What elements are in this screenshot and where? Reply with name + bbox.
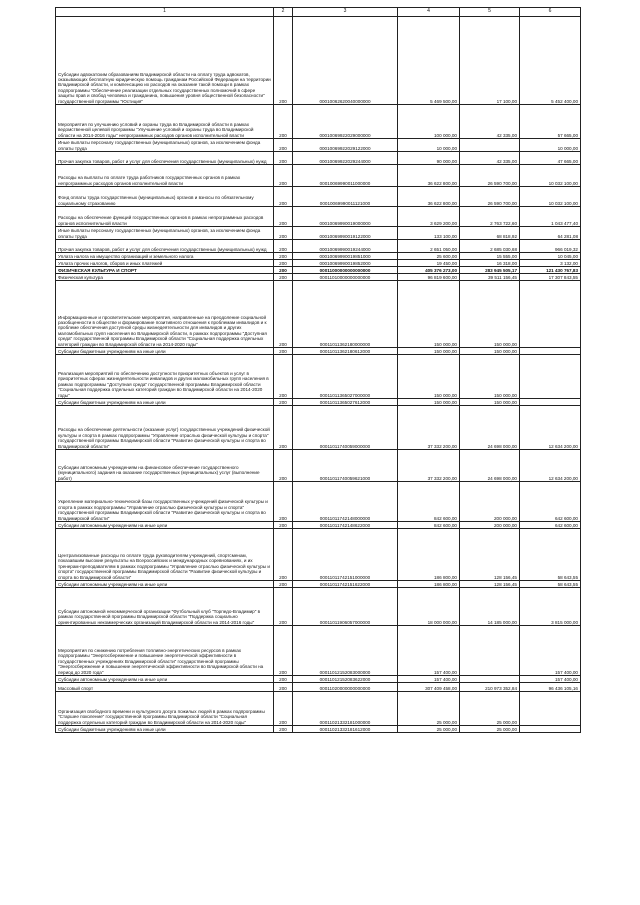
row-code-cell: 200 <box>274 355 293 399</box>
budget-classification-code-cell: 00010069990011000000 <box>293 165 398 187</box>
executed-amount-cell: 24 698 000,00 <box>460 450 520 482</box>
executed-amount-cell: 283 945 505,17 <box>460 267 520 274</box>
unexecuted-amount-cell: 57 665,00 <box>520 105 581 139</box>
approved-amount-cell: 405 376 273,00 <box>398 267 460 274</box>
row-code-cell: 200 <box>274 348 293 355</box>
approved-amount-cell: 18 000 000,00 <box>398 588 460 626</box>
executed-amount-cell: 39 511 156,45 <box>460 274 520 281</box>
executed-amount-cell: 150 000,00 <box>460 281 520 348</box>
executed-amount-cell: 42 335,00 <box>460 105 520 139</box>
table-row <box>56 399 581 406</box>
row-name-cell: Мероприятия по улучшению условий и охраны труда во Владимирской области в рамках ведомственной целевой программы "Улучшение условий и охраны труда во Владимирской области на 2014-2016 годы" непрограммных расходов органов исполнительной власти <box>56 105 274 139</box>
table-row <box>56 581 581 588</box>
unexecuted-amount-cell <box>520 726 581 733</box>
row-name-cell: Иные выплаты персоналу государственных (муниципальных) органов, за исключением фонда оплаты труда <box>56 227 274 240</box>
executed-amount-cell: 68 818,92 <box>460 227 520 240</box>
table-row <box>56 676 581 683</box>
header-cell: 1 <box>56 8 274 17</box>
budget-classification-code-cell: 00011011742151000000 <box>293 529 398 581</box>
unexecuted-amount-cell: 10 045,00 <box>520 253 581 260</box>
approved-amount-cell: 36 622 800,00 <box>398 187 460 207</box>
budget-classification-code-cell: 00010069990019244000 <box>293 240 398 253</box>
row-code-cell: 200 <box>274 626 293 676</box>
executed-amount-cell <box>460 676 520 683</box>
approved-amount-cell: 133 100,00 <box>398 227 460 240</box>
unexecuted-amount-cell: 642 600,00 <box>520 482 581 522</box>
row-name-cell: Субсидии автономным учреждениям на иные цели <box>56 522 274 529</box>
row-name-cell: Массовый спорт <box>56 683 274 692</box>
unexecuted-amount-cell <box>520 399 581 406</box>
unexecuted-amount-cell: 12 634 200,00 <box>520 450 581 482</box>
executed-amount-cell: 25 000,00 <box>460 692 520 726</box>
header-cell: 4 <box>398 8 460 17</box>
executed-amount-cell: 210 973 352,84 <box>460 683 520 692</box>
table-row <box>56 626 581 676</box>
unexecuted-amount-cell: 17 307 843,55 <box>520 274 581 281</box>
budget-classification-code-cell: 00010062620040000000 <box>293 17 398 105</box>
row-code-cell: 200 <box>274 227 293 240</box>
budget-report-sheet <box>55 7 580 733</box>
unexecuted-amount-cell: 96 436 105,16 <box>520 683 581 692</box>
approved-amount-cell: 2 651 050,00 <box>398 240 460 253</box>
budget-table <box>55 7 581 733</box>
table-row <box>56 17 581 105</box>
approved-amount-cell: 842 600,00 <box>398 482 460 522</box>
executed-amount-cell: 2 685 030,68 <box>460 240 520 253</box>
row-code-cell: 200 <box>274 726 293 733</box>
executed-amount-cell: 15 555,00 <box>460 253 520 260</box>
row-code-cell: 200 <box>274 588 293 626</box>
row-code-cell: 200 <box>274 482 293 522</box>
approved-amount-cell: 157 400,00 <box>398 626 460 676</box>
table-row <box>56 240 581 253</box>
table-row <box>56 529 581 581</box>
table-row <box>56 152 581 165</box>
header-cell: 5 <box>460 8 520 17</box>
unexecuted-amount-cell: 966 019,32 <box>520 240 581 253</box>
row-code-cell: 200 <box>274 529 293 581</box>
approved-amount-cell: 90 000,00 <box>398 152 460 165</box>
table-row <box>56 207 581 227</box>
executed-amount-cell: 200 000,00 <box>460 482 520 522</box>
row-name-cell: Субсидии бюджетным учреждениям на иные цели <box>56 726 274 733</box>
budget-classification-code-cell: 00011011365027612000 <box>293 399 398 406</box>
executed-amount-cell: 200 000,00 <box>460 522 520 529</box>
table-row <box>56 726 581 733</box>
unexecuted-amount-cell: 58 643,55 <box>520 581 581 588</box>
row-name-cell: Реализация мероприятий по обеспечению доступности приоритетных объектов и услуг в приоритетных сферах жизнедеятельности инвалидов и других маломобильных групп населения в рамках подпрограммы "Доступная среда" государственной программы Владимирской области "Социальная поддержка отдельных категорий граждан во Владимирской области на 2014-2020 годы" <box>56 355 274 399</box>
table-row <box>56 355 581 399</box>
unexecuted-amount-cell: 47 665,00 <box>520 152 581 165</box>
budget-classification-code-cell: 00011021332181000000 <box>293 692 398 726</box>
row-name-cell: Организация свободного времени и культурного досуга пожилых людей в рамках подпрограммы "Старшее поколение" государственной программы Владимирской области "Социальная поддержка отдельных категорий граждан во Владимирской области на 2014-2020 годы" <box>56 692 274 726</box>
budget-classification-code-cell: 00011021332181612000 <box>293 726 398 733</box>
approved-amount-cell: 37 332 200,00 <box>398 450 460 482</box>
unexecuted-amount-cell <box>520 355 581 399</box>
executed-amount-cell: 16 318,00 <box>460 260 520 267</box>
budget-classification-code-cell: 00010069990019000000 <box>293 207 398 227</box>
row-name-cell: Фонд оплаты труда государственных (муниципальных) органов и взносы по обязательному социальному страхованию <box>56 187 274 207</box>
table-row <box>56 267 581 274</box>
budget-classification-code-cell: 00010069990019851000 <box>293 253 398 260</box>
unexecuted-amount-cell <box>520 281 581 348</box>
table-row <box>56 227 581 240</box>
budget-classification-code-cell: 00011011362180000000 <box>293 281 398 348</box>
executed-amount-cell: 150 000,00 <box>460 348 520 355</box>
column-number-header-row <box>56 8 581 17</box>
row-code-cell: 200 <box>274 207 293 227</box>
executed-amount-cell: 150 000,00 <box>460 399 520 406</box>
executed-amount-cell: 128 156,45 <box>460 581 520 588</box>
approved-amount-cell: 150 000,00 <box>398 399 460 406</box>
budget-classification-code-cell: 00011012152083622000 <box>293 676 398 683</box>
table-row <box>56 187 581 207</box>
row-code-cell: 200 <box>274 187 293 207</box>
executed-amount-cell: 128 156,45 <box>460 529 520 581</box>
approved-amount-cell: 37 332 200,00 <box>398 406 460 450</box>
unexecuted-amount-cell: 1 043 477,40 <box>520 207 581 227</box>
table-row <box>56 105 581 139</box>
approved-amount-cell: 96 819 600,00 <box>398 274 460 281</box>
row-code-cell: 200 <box>274 406 293 450</box>
header-cell: 3 <box>293 8 398 17</box>
budget-classification-code-cell: 00011011742148622000 <box>293 522 398 529</box>
approved-amount-cell: 10 000,00 <box>398 139 460 152</box>
budget-classification-code-cell: 00011011742151622000 <box>293 581 398 588</box>
executed-amount-cell: 2 763 722,60 <box>460 207 520 227</box>
unexecuted-amount-cell: 642 600,00 <box>520 522 581 529</box>
approved-amount-cell: 186 800,00 <box>398 529 460 581</box>
row-name-cell: Субсидии бюджетным учреждениям на иные цели <box>56 399 274 406</box>
executed-amount-cell: 17 100,00 <box>460 17 520 105</box>
approved-amount-cell: 842 600,00 <box>398 522 460 529</box>
approved-amount-cell: 100 000,00 <box>398 105 460 139</box>
row-code-cell: 200 <box>274 152 293 165</box>
budget-classification-code-cell: 00011020000000000000 <box>293 683 398 692</box>
unexecuted-amount-cell: 3 132,00 <box>520 260 581 267</box>
row-name-cell: Субсидии бюджетным учреждениям на иные цели <box>56 348 274 355</box>
executed-amount-cell: 42 335,00 <box>460 152 520 165</box>
row-code-cell: 200 <box>274 281 293 348</box>
unexecuted-amount-cell: 10 000,00 <box>520 139 581 152</box>
approved-amount-cell: 307 409 458,00 <box>398 683 460 692</box>
row-name-cell: Расходы на выплаты по оплате труда работников государственных органов в рамках непрограммных расходов органов исполнительной власти <box>56 165 274 187</box>
row-code-cell: 200 <box>274 17 293 105</box>
row-name-cell: Мероприятия по снижению потребления топливно-энергетических ресурсов в рамках подпрограммы "Энергосбережение и повышение энергетической эффективности в государственных учреждениях Владимирской области" государственной программы "Энергосбережение и повышение энергетической эффективности во Владимирской области на период до 2020 года" <box>56 626 274 676</box>
row-code-cell: 200 <box>274 260 293 267</box>
unexecuted-amount-cell: 157 400,00 <box>520 626 581 676</box>
executed-amount-cell: 150 000,00 <box>460 355 520 399</box>
table-row <box>56 139 581 152</box>
budget-classification-code-cell: 00010069990011121000 <box>293 187 398 207</box>
budget-classification-code-cell: 00011011906057000000 <box>293 588 398 626</box>
row-code-cell: 200 <box>274 450 293 482</box>
executed-amount-cell: 26 590 700,00 <box>460 165 520 187</box>
table-row <box>56 260 581 267</box>
row-name-cell: Уплата налога на имущество организаций и земельного налога <box>56 253 274 260</box>
unexecuted-amount-cell: 64 281,08 <box>520 227 581 240</box>
unexecuted-amount-cell: 5 452 400,00 <box>520 17 581 105</box>
row-name-cell: ФИЗИЧЕСКАЯ КУЛЬТУРА И СПОРТ <box>56 267 274 274</box>
executed-amount-cell: 26 590 700,00 <box>460 187 520 207</box>
header-cell: 2 <box>274 8 293 17</box>
executed-amount-cell: 14 185 000,00 <box>460 588 520 626</box>
row-code-cell: 200 <box>274 683 293 692</box>
table-row <box>56 274 581 281</box>
row-code-cell: 200 <box>274 399 293 406</box>
approved-amount-cell: 3 629 200,00 <box>398 207 460 227</box>
table-row <box>56 482 581 522</box>
executed-amount-cell <box>460 626 520 676</box>
row-name-cell: Прочая закупка товаров, работ и услуг для обеспечения государственных (муниципальных) нужд <box>56 152 274 165</box>
budget-classification-code-cell: 00010069922029122000 <box>293 139 398 152</box>
budget-classification-code-cell: 00011010000000000000 <box>293 274 398 281</box>
table-row <box>56 406 581 450</box>
row-code-cell: 200 <box>274 267 293 274</box>
table-row <box>56 522 581 529</box>
row-code-cell: 200 <box>274 240 293 253</box>
row-code-cell: 200 <box>274 581 293 588</box>
row-name-cell: Централизованные расходы по оплате труда руководителям учреждений, спортсменам, показавшим высокие результаты на Всероссийских и международных соревнованиях, и их тренерам-преподавателям в рамках подпрограммы "Управление отраслью физической культуры и спорта" государственной программы Владимирской области "Развитие физической культуры и спорта во Владимирской области" <box>56 529 274 581</box>
row-name-cell: Уплата прочих налогов, сборов и иных платежей <box>56 260 274 267</box>
budget-classification-code-cell: 00010069922029000000 <box>293 105 398 139</box>
header-cell: 6 <box>520 8 581 17</box>
unexecuted-amount-cell <box>520 348 581 355</box>
unexecuted-amount-cell: 10 032 100,00 <box>520 187 581 207</box>
approved-amount-cell: 36 622 800,00 <box>398 165 460 187</box>
unexecuted-amount-cell: 121 430 767,83 <box>520 267 581 274</box>
approved-amount-cell: 19 450,00 <box>398 260 460 267</box>
budget-classification-code-cell: 00011011362180612000 <box>293 348 398 355</box>
table-row <box>56 165 581 187</box>
budget-classification-code-cell: 00010069990019852000 <box>293 260 398 267</box>
approved-amount-cell: 157 400,00 <box>398 676 460 683</box>
table-row <box>56 588 581 626</box>
unexecuted-amount-cell: 157 400,00 <box>520 676 581 683</box>
budget-classification-code-cell: 00011011740059000000 <box>293 406 398 450</box>
table-row <box>56 450 581 482</box>
row-name-cell: Субсидии автономным учреждениям на иные цели <box>56 676 274 683</box>
budget-classification-code-cell: 00010069922029244000 <box>293 152 398 165</box>
row-code-cell: 200 <box>274 676 293 683</box>
unexecuted-amount-cell: 58 643,55 <box>520 529 581 581</box>
approved-amount-cell: 25 000,00 <box>398 692 460 726</box>
row-name-cell: Субсидии адвокатским образованиям Владимирской области на оплату труда адвокатов, оказывающих бесплатную юридическую помощь гражданам Российской Федерации на территории Владимирской области, и компенсацию их расходов на оказание такой помощи в рамках подпрограммы "Обеспечение реализации отдельных государственных полномочий в сфере защиты прав и свобод человека и гражданина, повышения уровня общественной безопасности" государственной программы "Юстиция" <box>56 17 274 105</box>
row-code-cell: 200 <box>274 139 293 152</box>
budget-classification-code-cell: 00011012152083000000 <box>293 626 398 676</box>
budget-classification-code-cell: 00011000000000000000 <box>293 267 398 274</box>
approved-amount-cell: 5 469 500,00 <box>398 17 460 105</box>
unexecuted-amount-cell <box>520 692 581 726</box>
row-code-cell: 200 <box>274 274 293 281</box>
unexecuted-amount-cell: 3 815 000,00 <box>520 588 581 626</box>
budget-classification-code-cell: 00010069990019122000 <box>293 227 398 240</box>
unexecuted-amount-cell: 10 032 100,00 <box>520 165 581 187</box>
budget-classification-code-cell: 00011011742148000000 <box>293 482 398 522</box>
approved-amount-cell: 25 000,00 <box>398 726 460 733</box>
row-code-cell: 200 <box>274 692 293 726</box>
row-name-cell: Укрепление материально-технической базы государственных учреждений физической культуры и спорта в рамках подпрограммы "Управление отраслью физической культуры и спорта" государственной программы Владимирской области "Развитие физической культуры и спорта во Владимирской области" <box>56 482 274 522</box>
approved-amount-cell: 186 800,00 <box>398 581 460 588</box>
row-name-cell: Субсидии автономным учреждениям на финансовое обеспечение государственного (муниципального) задания на оказание государственных (муниципальных) услуг (выполнение работ) <box>56 450 274 482</box>
row-code-cell: 200 <box>274 105 293 139</box>
approved-amount-cell: 25 600,00 <box>398 253 460 260</box>
budget-classification-code-cell: 00011011740059621000 <box>293 450 398 482</box>
approved-amount-cell: 150 000,00 <box>398 281 460 348</box>
table-row <box>56 692 581 726</box>
budget-classification-code-cell: 00011011365027000000 <box>293 355 398 399</box>
table-row <box>56 253 581 260</box>
table-row <box>56 683 581 692</box>
row-name-cell: Субсидии автономным учреждениям на иные цели <box>56 581 274 588</box>
row-name-cell: Информационные и просветительские мероприятия, направленные на преодоление социальной разобщенности в обществе и формирование позитивного отношения к проблемам инвалидов и к проблеме обеспечения доступной среды жизнедеятельности для инвалидов и других маломобильных групп населения во Владимирской области, в рамках подпрограммы "Доступная среда" государственной программы Владимирской области "Социальная поддержка отдельных категорий граждан во Владимирской области на 2014-2020 годы" <box>56 281 274 348</box>
row-name-cell: Физическая культура <box>56 274 274 281</box>
unexecuted-amount-cell: 12 634 200,00 <box>520 406 581 450</box>
row-name-cell: Расходы на обеспечение функций государственных органов в рамках непрограммных расходов органов исполнительной власти <box>56 207 274 227</box>
approved-amount-cell: 150 000,00 <box>398 355 460 399</box>
row-code-cell: 200 <box>274 253 293 260</box>
row-name-cell: Иные выплаты персоналу государственных (муниципальных) органов, за исключением фонда оплаты труда <box>56 139 274 152</box>
executed-amount-cell: 24 698 000,00 <box>460 406 520 450</box>
table-row <box>56 348 581 355</box>
row-code-cell: 200 <box>274 165 293 187</box>
approved-amount-cell: 150 000,00 <box>398 348 460 355</box>
row-name-cell: Прочая закупка товаров, работ и услуг для обеспечения государственных (муниципальных) нужд <box>56 240 274 253</box>
row-name-cell: Расходы на обеспечение деятельности (оказание услуг) государственных учреждений физической культуры и спорта в рамках подпрограммы "Управление отраслью физической культуры и спорта" государственной программы Владимирской области "Развитие физической культуры и спорта во Владимирской области" <box>56 406 274 450</box>
table-row <box>56 281 581 348</box>
executed-amount-cell: 25 000,00 <box>460 726 520 733</box>
row-code-cell: 200 <box>274 522 293 529</box>
row-name-cell: Субсидии автономной некоммерческой организации "Футбольный клуб "Торпедо-Владимир" в рамках государственной программы Владимирской области "Поддержка социально ориентированных некоммерческих организаций Владимирской области на 2014-2016 годы" <box>56 588 274 626</box>
executed-amount-cell <box>460 139 520 152</box>
